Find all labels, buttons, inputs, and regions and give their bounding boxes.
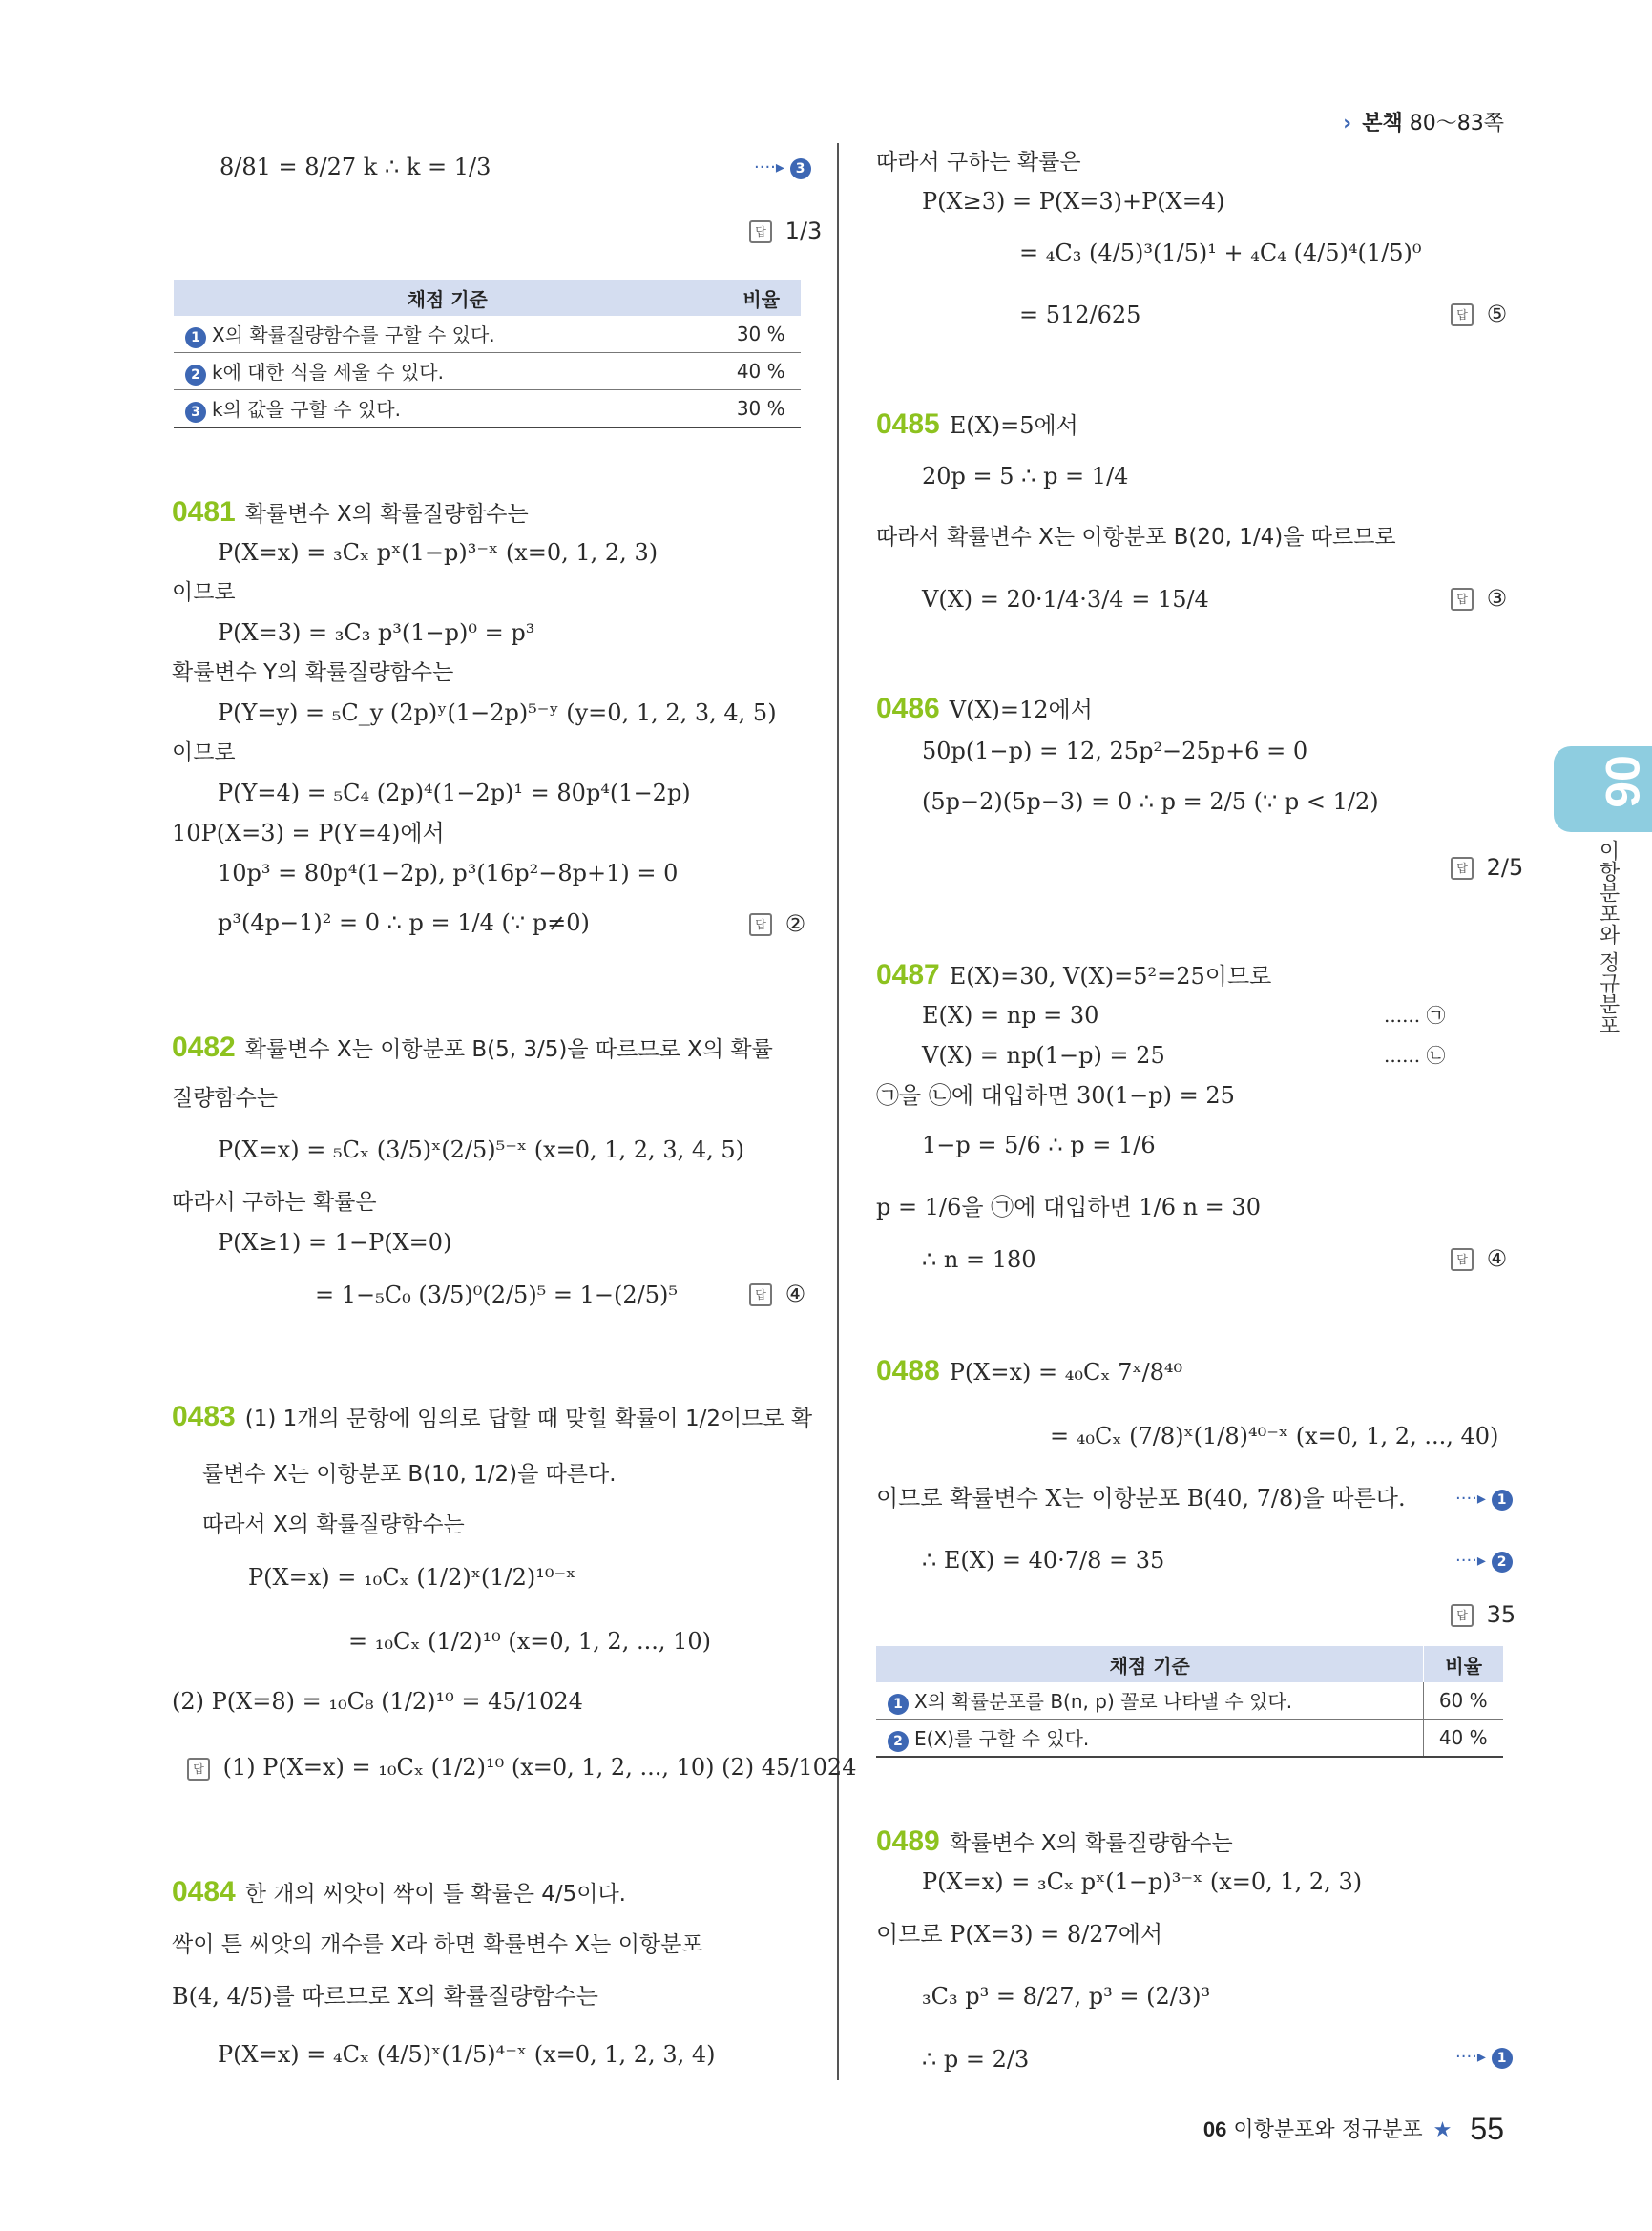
equation: E(X)=30, V(X)=5²=25이므로 <box>949 963 1272 990</box>
table-header-ratio: 비율 <box>721 280 801 316</box>
problem-number: 0486 <box>876 693 940 724</box>
step-marker <box>1455 1551 1513 1573</box>
answer-icon: 답 <box>187 1758 210 1781</box>
equation: P(X=x) = ₄₀Cₓ 7ˣ/8⁴⁰ <box>949 1359 1183 1386</box>
footer-title: 이항분포와 정규분포 <box>1233 2118 1423 2142</box>
text-line: 싹이 튼 씨앗의 개수를 X라 하면 확률변수 X는 이항분포 <box>172 1932 703 1957</box>
grading-table <box>174 280 801 428</box>
equation: V(X)=12에서 <box>949 697 1093 723</box>
equation: V(X) = np(1−p) = 25 <box>922 1042 1165 1069</box>
row-ratio: 30 % <box>721 316 801 353</box>
equation: E(X) = np = 30 <box>922 1002 1099 1029</box>
text-line: 확률변수 X의 확률질량함수는 <box>949 1831 1233 1856</box>
equation: 50p(1−p) = 12, 25p²−25p+6 = 0 <box>922 738 1308 764</box>
answer-icon: 답 <box>749 220 772 243</box>
table-header-criteria: 채점 기준 <box>876 1646 1424 1682</box>
text-line: 따라서 구하는 확률은 <box>876 150 1081 175</box>
row-number: 2 <box>185 365 206 386</box>
problem-number: 0481 <box>172 496 236 528</box>
problem-number: 0482 <box>172 1032 236 1063</box>
row-text: k의 값을 구할 수 있다. <box>212 398 401 421</box>
equation: 10p³ = 80p⁴(1−2p), p³(16p²−8p+1) = 0 <box>218 860 679 886</box>
step-marker <box>1455 1489 1513 1511</box>
equation: 20p = 5 ∴ p = 1/4 <box>922 463 1129 490</box>
row-text: X의 확률질량함수를 구할 수 있다. <box>212 323 495 346</box>
answer <box>749 218 822 244</box>
problem-number: 0484 <box>172 1876 236 1908</box>
arrow-icon: ····▸ <box>1455 1551 1486 1571</box>
answer-icon: 답 <box>1451 1604 1474 1627</box>
column-divider <box>837 143 839 2080</box>
row-ratio: 40 % <box>721 353 801 390</box>
table-row <box>174 390 801 428</box>
problem-0488 <box>876 1357 1182 1387</box>
equation: V(X) = 20·1/4·3/4 = 15/4 <box>922 586 1209 613</box>
problem-number: 0488 <box>876 1355 940 1387</box>
table-header-criteria: 채점 기준 <box>174 280 721 316</box>
answer <box>1451 1245 1507 1272</box>
text-line: 확률변수 X는 이항분포 B(5, 3/5)을 따르므로 X의 확률 <box>244 1037 773 1062</box>
equation: P(Y=y) = ₅C_y (2p)ʸ(1−2p)⁵⁻ʸ (y=0, 1, 2, 3, 4, 5) <box>218 699 777 726</box>
equation: 이므로 P(X=3) = 8/27에서 <box>876 1921 1163 1948</box>
grading-table <box>876 1646 1503 1758</box>
text-line: 이므로 <box>172 740 236 765</box>
equation: = 1−₅C₀ (3/5)⁰(2/5)⁵ = 1−(2/5)⁵ <box>315 1282 679 1308</box>
table-row <box>876 1682 1503 1720</box>
problem-number: 0487 <box>876 959 940 990</box>
problem-0481 <box>172 498 529 529</box>
equation: 8/81 = 8/27 k ∴ k = 1/3 <box>220 154 491 180</box>
page-number: 55 <box>1470 2112 1504 2146</box>
equation-tag: ...... ㉡ <box>1384 1044 1446 1067</box>
arrow-icon: ····▸ <box>1455 1489 1486 1509</box>
row-text: X의 확률분포를 B(n, p) 꼴로 나타낼 수 있다. <box>914 1690 1293 1713</box>
text-line: (1) 1개의 문항에 임의로 답할 때 맞힐 확률이 1/2이므로 확 <box>244 1407 813 1431</box>
answer <box>1451 301 1507 327</box>
equation: = ₁₀Cₓ (1/2)¹⁰ (x=0, 1, 2, ..., 10) <box>348 1628 712 1655</box>
answer-icon: 답 <box>749 1283 772 1306</box>
step-number: 3 <box>790 158 811 179</box>
answer-icon: 답 <box>1451 303 1474 326</box>
equation: P(X=x) = ₃Cₓ pˣ(1−p)³⁻ˣ (x=0, 1, 2, 3) <box>922 1868 1363 1895</box>
text-line: 따라서 X의 확률질량함수는 <box>202 1512 465 1537</box>
arrow-icon: ····▸ <box>754 157 784 177</box>
equation: ㉠을 ㉡에 대입하면 30(1−p) = 25 <box>876 1082 1235 1109</box>
answer <box>1451 854 1523 881</box>
step-number: 1 <box>1492 1490 1513 1511</box>
step-number: 2 <box>1492 1552 1513 1573</box>
equation: ∴ E(X) = 40·7/8 = 35 <box>922 1547 1165 1574</box>
footer-chapter: 06 <box>1202 2117 1227 2141</box>
equation: E(X)=5에서 <box>949 412 1078 439</box>
equation: 10P(X=3) = P(Y=4)에서 <box>172 820 445 846</box>
answer-value: 2/5 <box>1486 854 1524 881</box>
table-header-ratio: 비율 <box>1424 1646 1503 1682</box>
arrow-icon: ····▸ <box>1455 2047 1486 2067</box>
answer-value: ⑤ <box>1486 301 1508 327</box>
equation: B(4, 4/5)를 따르므로 X의 확률질량함수는 <box>172 1983 598 2010</box>
answer-value: ② <box>784 910 806 937</box>
problem-0486 <box>876 695 1093 724</box>
row-text: E(X)를 구할 수 있다. <box>914 1727 1090 1750</box>
answer-icon: 답 <box>749 913 772 936</box>
star-icon: ★ <box>1432 2118 1453 2142</box>
equation: p = 1/6을 ㉠에 대입하면 1/6 n = 30 <box>876 1194 1261 1220</box>
equation: P(X≥1) = 1−P(X=0) <box>218 1229 452 1256</box>
equation: p³(4p−1)² = 0 ∴ p = 1/4 (∵ p≠0) <box>218 909 590 936</box>
equation: 이므로 확률변수 X는 이항분포 B(40, 7/8)을 따른다. <box>876 1485 1406 1512</box>
row-text: k에 대한 식을 세울 수 있다. <box>212 361 444 384</box>
text-line: 따라서 확률변수 X는 이항분포 B(20, 1/4)을 따르므로 <box>876 525 1396 550</box>
text-line: 확률변수 Y의 확률질량함수는 <box>172 660 454 685</box>
answer-value: (1) P(X=x) = ₁₀Cₓ (1/2)¹⁰ (x=0, 1, 2, ..., 10) (2) 45/1024 <box>222 1754 857 1781</box>
header-label: 본책 <box>1362 112 1403 136</box>
answer <box>749 910 805 937</box>
answer-value: 1/3 <box>784 218 823 244</box>
equation: = 512/625 <box>1019 302 1141 328</box>
answer <box>749 1281 805 1307</box>
problem-0483 <box>172 1403 812 1433</box>
step-number: 1 <box>1492 2048 1513 2069</box>
answer-value: ④ <box>784 1281 806 1307</box>
equation: P(X≥3) = P(X=3)+P(X=4) <box>922 188 1225 215</box>
equation: P(X=x) = ₅Cₓ (3/5)ˣ(2/5)⁵⁻ˣ (x=0, 1, 2, 3, 4, 5) <box>218 1136 744 1163</box>
equation: 1−p = 5/6 ∴ p = 1/6 <box>922 1132 1156 1158</box>
answer <box>1451 1601 1516 1628</box>
equation: P(X=x) = ₃Cₓ pˣ(1−p)³⁻ˣ (x=0, 1, 2, 3) <box>218 539 659 566</box>
row-ratio: 30 % <box>721 390 801 428</box>
table-row <box>174 353 801 390</box>
answer-icon: 답 <box>1451 857 1474 880</box>
answer <box>1451 585 1507 612</box>
row-number: 2 <box>888 1731 909 1752</box>
row-ratio: 60 % <box>1424 1682 1503 1720</box>
text-line: 질량함수는 <box>172 1086 279 1111</box>
answer-value: ③ <box>1486 585 1508 612</box>
problem-number: 0485 <box>876 408 940 440</box>
problem-0489 <box>876 1827 1233 1858</box>
text-line: 한 개의 씨앗이 싹이 틀 확률은 4/5이다. <box>244 1882 626 1907</box>
equation: P(X=3) = ₃C₃ p³(1−p)⁰ = p³ <box>218 619 535 646</box>
equation: = ₄C₃ (4/5)³(1/5)¹ + ₄C₄ (4/5)⁴(1/5)⁰ <box>1019 240 1422 266</box>
equation: (2) P(X=8) = ₁₀C₈ (1/2)¹⁰ = 45/1024 <box>172 1688 583 1715</box>
text-line: 따라서 구하는 확률은 <box>172 1190 377 1215</box>
equation: P(X=x) = ₁₀Cₓ (1/2)ˣ(1/2)¹⁰⁻ˣ <box>248 1564 576 1591</box>
chapter-tab-title: 이항분포와 정규분포 <box>1596 840 1620 1035</box>
problem-0487 <box>876 961 1271 990</box>
problem-number: 0483 <box>172 1401 236 1432</box>
answer <box>187 1754 856 1781</box>
equation: ∴ p = 2/3 <box>922 2046 1030 2073</box>
problem-number: 0489 <box>876 1825 940 1857</box>
equation: = ₄₀Cₓ (7/8)ˣ(1/8)⁴⁰⁻ˣ (x=0, 1, 2, ..., 40) <box>1050 1423 1499 1449</box>
problem-0485 <box>876 410 1078 440</box>
row-number: 1 <box>888 1694 909 1715</box>
text-line: 이므로 <box>172 580 236 605</box>
header-pages: 80～83쪽 <box>1409 112 1504 136</box>
equation: P(Y=4) = ₅C₄ (2p)⁴(1−2p)¹ = 80p⁴(1−2p) <box>218 780 691 806</box>
text-line: 확률변수 X의 확률질량함수는 <box>244 502 529 527</box>
problem-0484 <box>172 1878 626 1908</box>
answer-icon: 답 <box>1451 1248 1474 1271</box>
text-line: 률변수 X는 이항분포 B(10, 1/2)을 따른다. <box>202 1462 617 1487</box>
step-marker <box>1455 2047 1513 2069</box>
table-row <box>174 316 801 353</box>
chapter-tab-number: 06 <box>1596 755 1649 808</box>
answer-value: 35 <box>1486 1601 1516 1628</box>
answer-icon: 답 <box>1451 588 1474 611</box>
row-number: 3 <box>185 402 206 423</box>
page-footer <box>1203 2112 1504 2147</box>
row-ratio: 40 % <box>1424 1720 1503 1758</box>
answer-value: ④ <box>1486 1245 1508 1272</box>
row-number: 1 <box>185 327 206 348</box>
problem-0482 <box>172 1033 773 1064</box>
equation: ₃C₃ p³ = 8/27, p³ = (2/3)³ <box>922 1983 1211 2010</box>
equation-tag: ...... ㉠ <box>1384 1004 1446 1027</box>
chevron-right-icon: › <box>1343 112 1352 136</box>
equation: P(X=x) = ₄Cₓ (4/5)ˣ(1/5)⁴⁻ˣ (x=0, 1, 2, 3, 4) <box>218 2041 716 2068</box>
page-header <box>1343 107 1504 136</box>
table-row <box>876 1720 1503 1758</box>
step-marker <box>754 157 811 179</box>
equation: (5p−2)(5p−3) = 0 ∴ p = 2/5 (∵ p < 1/2) <box>922 788 1379 815</box>
equation: ∴ n = 180 <box>922 1246 1036 1273</box>
